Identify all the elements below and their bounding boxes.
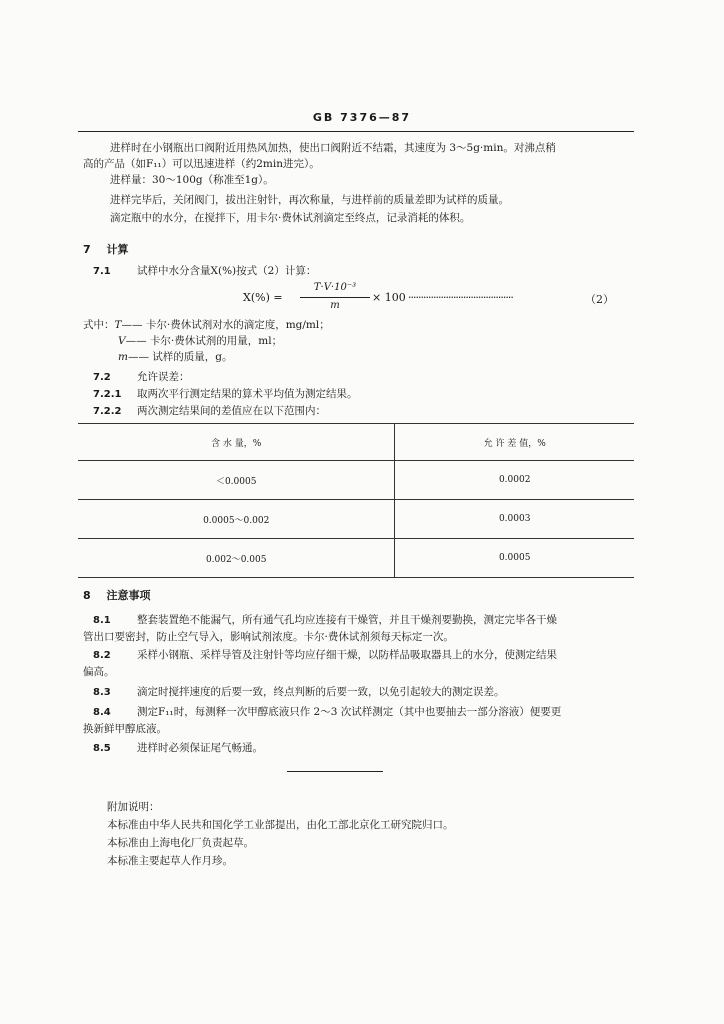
formula-lhs: X(%) =: [243, 291, 283, 304]
intro-line: 高的产品（如F₁₁）可以迅速进样（约2min进完）。: [83, 158, 320, 170]
table-header-row: [78, 424, 634, 461]
clause-7-1: [93, 264, 316, 279]
table-cell: 0.0003: [395, 500, 634, 539]
table-row: [78, 539, 634, 578]
section-8-heading: [83, 587, 151, 603]
clause-text: 试样中水分含量X(%)按式（2）计算：: [137, 265, 317, 277]
section-number: 8: [83, 589, 91, 602]
clause-7-2: 7.2 允许误差：: [93, 371, 190, 383]
clause-7-2-2: 7.2.2 两次测定结果间的差值应在以下范围内：: [93, 405, 326, 417]
notes-line: 本标准由上海电化厂负责起草。: [107, 837, 254, 849]
intro-line: 进样时在小钢瓶出口阀附近用热风加热，使出口阀附近不结霜，其速度为 3～5g·min。对沸点稍: [110, 142, 556, 154]
equation-number: （2）: [585, 293, 614, 306]
clause-8-4: 8.4 测定F₁₁时，每测释一次甲醇底液只作 2～3 次试样测定（其中也要抽去一部分溶液）便要更: [93, 706, 562, 718]
header-rule: [78, 131, 634, 132]
table-cell: 0.0005～0.002: [78, 500, 395, 539]
notes-line: 本标准由中华人民共和国化学工业部提出，由化工部北京化工研究院归口。: [107, 819, 454, 831]
section-title: 计算: [106, 243, 129, 256]
clause-8-3: 8.3 滴定时搅拌速度的后要一致，终点判断的后要一致，以免引起较大的测定误差。: [93, 686, 505, 698]
notes-line: 本标准主要起草人作月珍。: [107, 855, 233, 867]
where-line: m—— 试样的质量，g。: [118, 351, 233, 363]
formula-leader-dots: ··········································: [408, 291, 513, 304]
table-row: [78, 461, 634, 500]
table-header: 允 许 差 值，%: [395, 424, 634, 461]
section-7-heading: [83, 241, 129, 257]
clause-8-1: 8.1 整套装置绝不能漏气，所有通气孔均应连接有干燥管，并且干燥剂要勤换，测定完毕各干燥: [93, 614, 557, 626]
tolerance-table: [78, 423, 634, 578]
formula-rhs: × 100: [372, 291, 406, 304]
clause-8-1-cont: 管出口要密封，防止空气导入，影响试剂浓度。卡尔·费休试剂须每天标定一次。: [83, 631, 454, 643]
clause-8-5: 8.5 进样时必须保证尾气畅通。: [93, 742, 263, 754]
intro-line: 滴定瓶中的水分，在搅拌下，用卡尔·费休试剂滴定至终点，记录消耗的体积。: [110, 212, 471, 224]
table-cell: 0.0005: [395, 539, 634, 578]
clause-7-2-1: 7.2.1 取两次平行测定结果的算术平均值为测定结果。: [93, 388, 358, 400]
clause-8-2-cont: 偏高。: [83, 666, 115, 678]
formula-denominator: m: [330, 300, 340, 311]
intro-line: 进样完毕后，关闭阀门，拔出注射针，再次称量，与进样前的质量差即为试样的质量。: [110, 194, 509, 206]
table-row: [78, 500, 634, 539]
table-header: 含 水 量，%: [78, 424, 395, 461]
clause-number: 7.1: [93, 266, 111, 277]
end-rule: [287, 771, 383, 772]
formula-numerator: T·V·10⁻³: [313, 282, 357, 293]
section-number: 7: [83, 243, 91, 256]
clause-8-4-cont: 换新鲜甲醇底液。: [83, 723, 167, 735]
section-title: 注意事项: [106, 589, 151, 602]
table-cell: 0.0002: [395, 461, 634, 500]
fraction-bar: [300, 297, 370, 298]
standard-number: GB 7376—87: [312, 111, 412, 124]
notes-title: 附加说明：: [107, 801, 160, 813]
table-cell: ＜0.0005: [78, 461, 395, 500]
where-line: 式中：T—— 卡尔·费休试剂对水的滴定度，mg/ml；: [83, 319, 330, 331]
where-line: V—— 卡尔·费休试剂的用量，ml；: [118, 335, 283, 347]
intro-line: 进样量：30～100g（称准至1g）。: [110, 174, 274, 186]
table-cell: 0.002～0.005: [78, 539, 395, 578]
clause-8-2: 8.2 采样小钢瓶、采样导管及注射针等均应仔细干燥，以防样品吸取器具上的水分，使测定结果: [93, 649, 557, 661]
